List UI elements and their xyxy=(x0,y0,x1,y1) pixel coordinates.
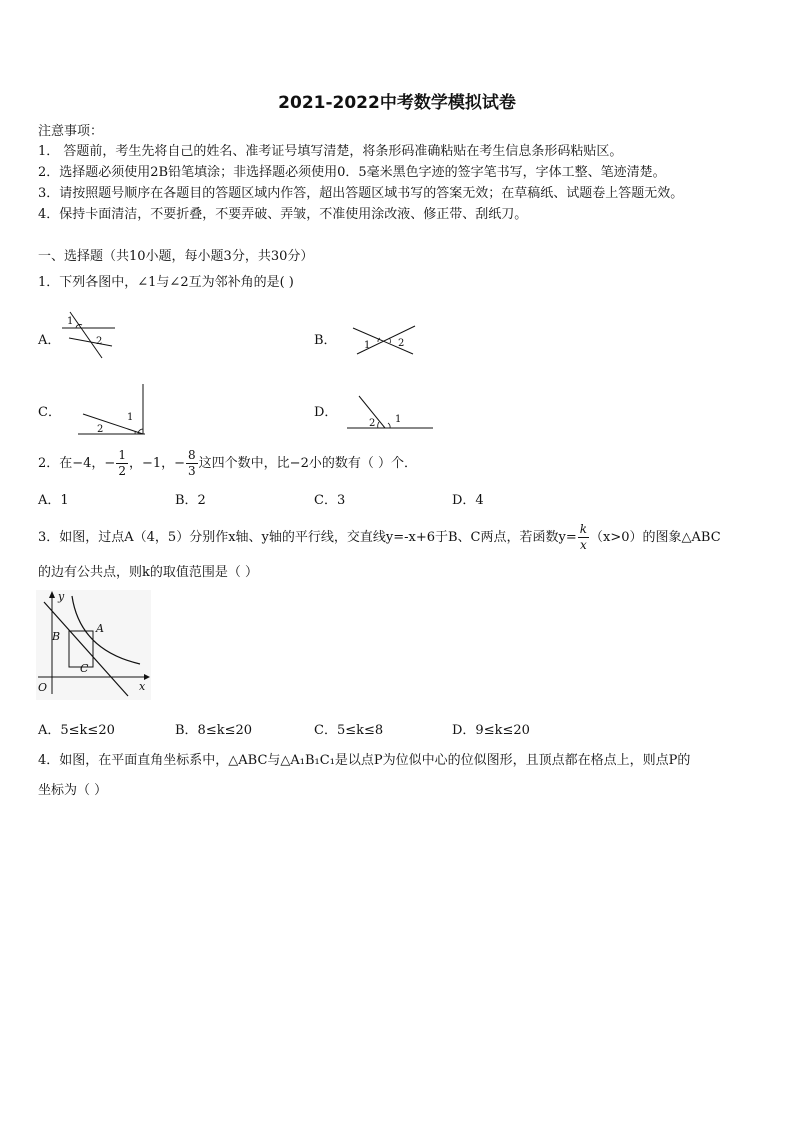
q1-b-angle-1: 1 xyxy=(364,340,371,351)
q3-point-c-label: C xyxy=(80,662,89,675)
question-2-stem: 2．在−4，− $\frac{1}{2}$ ，−1，− $\frac{8}{3}$ 这四个数中，比−2小的数有（ ）个． xyxy=(38,448,417,478)
page-title: 2021-2022中考数学模拟试卷 xyxy=(278,93,516,113)
q3-point-b-label: B xyxy=(52,630,61,643)
q1-a-angle-2: 2 xyxy=(96,336,103,347)
fraction-one-half: $\frac{1}{2}$ xyxy=(118,448,126,478)
q3-x-axis-label: x xyxy=(139,680,146,693)
q1-figure-b xyxy=(345,320,425,360)
q1-figure-d xyxy=(345,390,435,435)
q2-option-a[interactable]: A．1 xyxy=(38,493,69,508)
question-4-stem-line-2: 坐标为（ ） xyxy=(38,783,108,798)
q3-origin-label: O xyxy=(38,681,48,694)
q1-c-angle-2: 2 xyxy=(97,424,104,435)
q2-option-c[interactable]: C．3 xyxy=(314,493,346,508)
q3-option-b[interactable]: B．8≤k≤20 xyxy=(175,723,253,738)
q3-point-a-label: A xyxy=(96,622,104,635)
question-3-stem: 3．如图，过点A（4，5）分别作x轴、y轴的平行线，交直线y=-x+6于B、C两点，若函数y= $\frac{k}{x}$ （x>0）的图象△ABC xyxy=(38,522,721,552)
question-3-stem-line-2: 的边有公共点，则k的取值范围是（ ） xyxy=(38,565,259,580)
notice-item-3: 3．请按照题号顺序在各题目的答题区域内作答，超出答题区域书写的答案无效；在草稿纸、试题卷上答题无效。 xyxy=(38,186,684,201)
fraction-k-over-x: $\frac{k}{x}$ xyxy=(579,522,588,552)
q1-d-angle-1: 1 xyxy=(395,414,402,425)
notice-heading: 注意事项： xyxy=(38,124,104,139)
q1-option-d-label[interactable]: D． xyxy=(314,405,338,420)
q1-figure-a xyxy=(60,306,120,366)
q3-option-a[interactable]: A．5≤k≤20 xyxy=(38,723,115,738)
q1-b-angle-2: 2 xyxy=(398,338,405,349)
notice-item-1: 1． 答题前，考生先将自己的姓名、准考证号填写清楚，将条形码准确粘贴在考生信息条形码粘贴区。 xyxy=(38,144,623,159)
q1-figure-c xyxy=(75,380,150,440)
notice-item-4: 4．保持卡面清洁，不要折叠，不要弄破、弄皱，不准使用涂改液、修正带、刮纸刀。 xyxy=(38,207,528,222)
q2-option-b[interactable]: B．2 xyxy=(175,493,206,508)
q1-d-angle-2: 2 xyxy=(369,418,376,429)
question-4-stem: 4．如图，在平面直角坐标系中，△ABC与△A₁B₁C₁是以点P为位似中心的位似图形，且顶点都在格点上，则点P的 xyxy=(38,753,691,768)
q1-a-angle-1: 1 xyxy=(67,316,74,327)
q1-c-angle-1: 1 xyxy=(127,412,134,423)
q3-option-d[interactable]: D．9≤k≤20 xyxy=(452,723,530,738)
question-1-stem: 1．下列各图中，∠1与∠2互为邻补角的是( ) xyxy=(38,275,294,290)
q1-option-a-label[interactable]: A． xyxy=(38,333,61,348)
notice-item-2: 2．选择题必须使用2B铅笔填涂；非选择题必须使用0．5毫米黑色字迹的签字笔书写，字体工整、笔迹清楚。 xyxy=(38,165,666,180)
q3-y-axis-label: y xyxy=(58,590,65,603)
q2-option-d[interactable]: D．4 xyxy=(452,493,484,508)
q3-graph-figure xyxy=(36,590,151,700)
q1-option-b-label[interactable]: B． xyxy=(314,333,337,348)
q3-option-c[interactable]: C．5≤k≤8 xyxy=(314,723,384,738)
fraction-eight-thirds: $\frac{8}{3}$ xyxy=(188,448,196,478)
section-heading: 一、选择题（共10小题，每小题3分，共30分） xyxy=(38,249,314,264)
q1-option-c-label[interactable]: C． xyxy=(38,405,61,420)
